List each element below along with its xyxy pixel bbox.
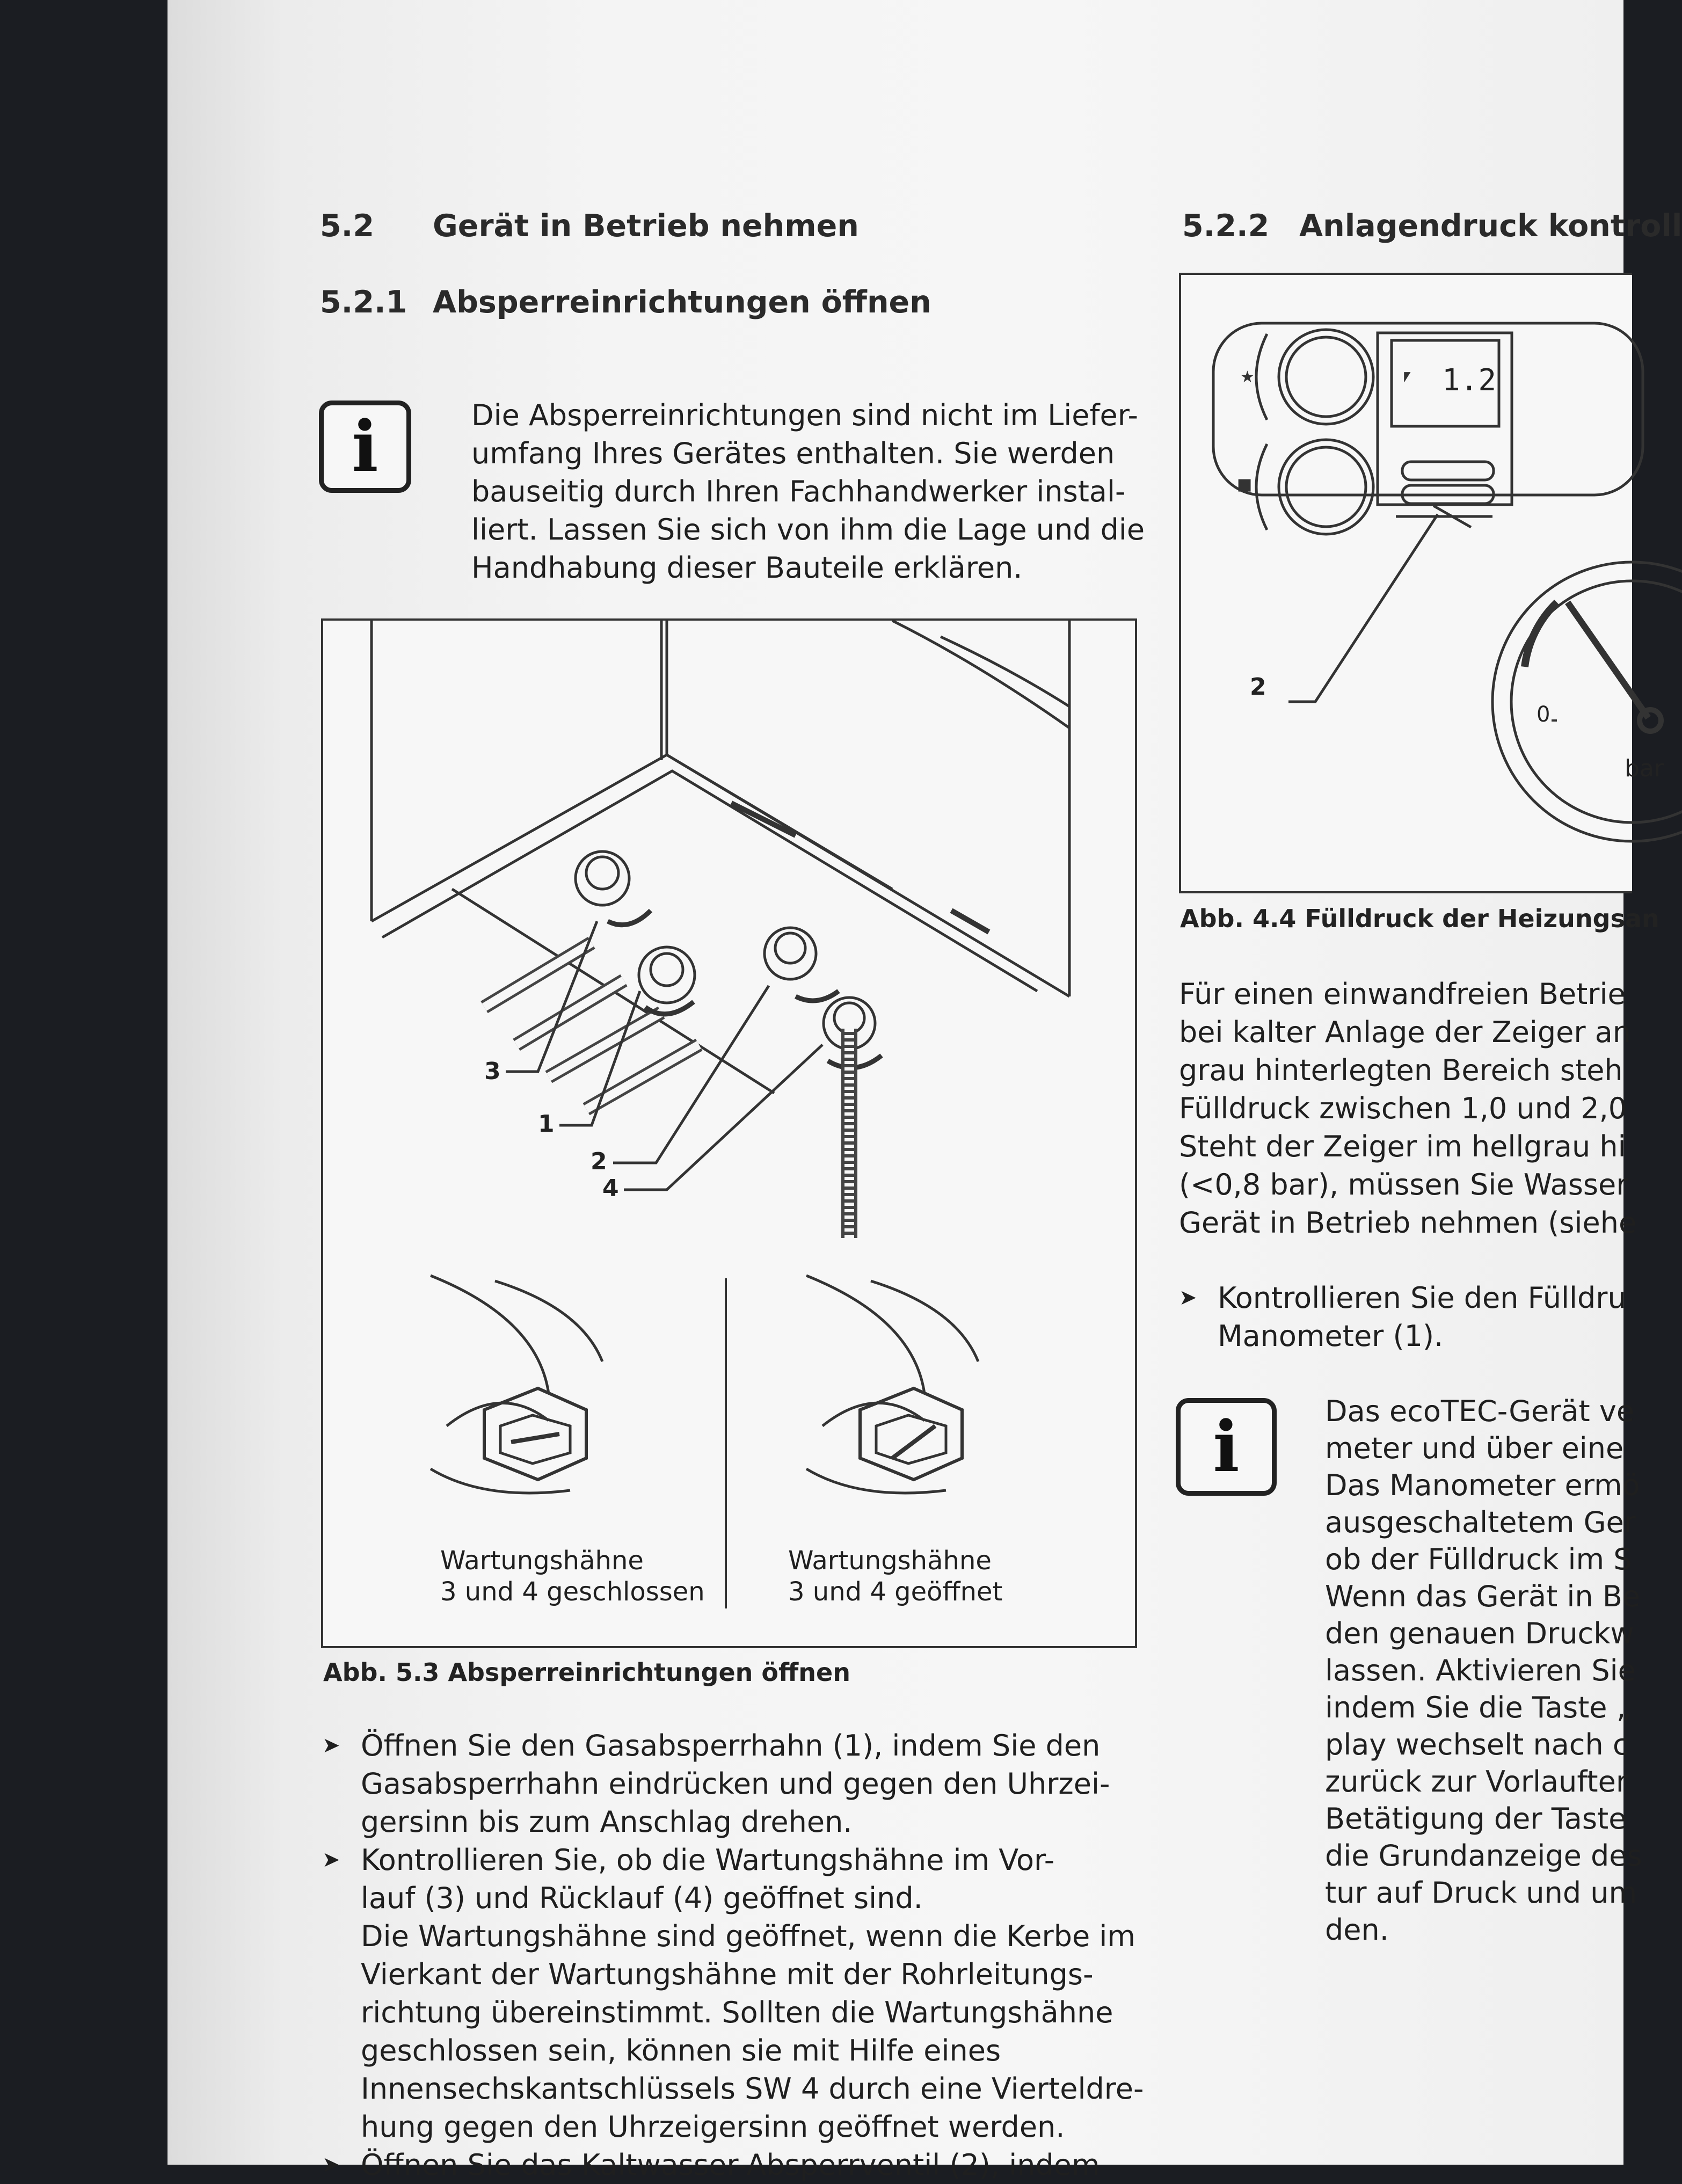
callout-2-right: 2 <box>1250 673 1266 701</box>
info-icon: i <box>1176 1398 1277 1496</box>
step-line: geschlossen sein, können sie mit Hilfe eines <box>361 2034 1001 2067</box>
bullet-arrow-icon: ➤ <box>1179 1285 1197 1310</box>
info-note-line: meter und über eine <box>1325 1431 1624 1465</box>
step-line: Vierkant der Wartungshähne mit der Rohrleitungs- <box>361 1957 1094 1991</box>
paragraph-line: Gerät in Betrieb nehmen (siehe <box>1179 1206 1637 1240</box>
figure-5-3 <box>321 618 1137 1648</box>
svg-text:■: ■ <box>1237 475 1253 494</box>
svg-text:⎖: ⎖ <box>1398 363 1415 388</box>
info-note-line: ausgeschaltetem Ger <box>1325 1505 1636 1539</box>
steps-list <box>322 1727 1267 2184</box>
step-line: Manometer (1). <box>1218 1319 1444 1353</box>
info-note-line: bauseitig durch Ihren Fachhandwerker instal- <box>471 475 1126 508</box>
paragraph-line: Für einen einwandfreien Betrie <box>1179 977 1626 1011</box>
callout-3: 3 <box>484 1058 501 1085</box>
info-note-line: ob der Fülldruck im S <box>1325 1542 1632 1576</box>
paragraph-line: Steht der Zeiger im hellgrau hi <box>1179 1130 1626 1163</box>
info-note-line: liert. Lassen Sie sich von ihm die Lage und die <box>471 513 1145 547</box>
bullet-arrow-icon: ➤ <box>322 1847 340 1872</box>
info-icon: i <box>319 401 411 493</box>
step-line: richtung übereinstimmt. Sollten die Wartungshähne <box>361 1996 1113 2029</box>
right-steps-list <box>1179 1279 1626 1355</box>
step-line: Die Wartungshähne sind geöffnet, wenn die Kerbe im <box>361 1919 1135 1953</box>
heading-title: Absperreinrichtungen öffnen <box>433 285 931 320</box>
gauge-unit: bar <box>1625 755 1664 782</box>
step-line: Innensechskantschlüssels SW 4 durch eine Vierteldre- <box>361 2072 1144 2106</box>
step-line: Öffnen Sie den Gasabsperrhahn (1), indem Sie den <box>361 1729 1101 1763</box>
info-note-line: den. <box>1325 1913 1389 1947</box>
step-item <box>322 2146 1267 2184</box>
heading-title: Anlagendruck kontroll <box>1299 208 1682 244</box>
callout-1: 1 <box>538 1110 555 1138</box>
heading-number: 5.2.2 <box>1182 208 1270 244</box>
step-line: Gasabsperrhahn eindrücken und gegen den Uhrzei- <box>361 1767 1110 1801</box>
figure-caption-4-4: Abb. 4.4 Fülldruck der Heizungsan <box>1180 904 1659 933</box>
info-note-line: indem Sie die Taste „ <box>1325 1691 1632 1724</box>
info-note-line: Die Absperreinrichtungen sind nicht im Liefer- <box>471 398 1138 432</box>
info-note-line: zurück zur Vorlaufter <box>1325 1765 1628 1799</box>
pressure-paragraph <box>1179 975 1637 1242</box>
manual-page <box>168 0 1682 2182</box>
info-note-line: die Grundanzeige des <box>1325 1839 1642 1873</box>
caption-line: Wartungshähne <box>440 1546 644 1576</box>
info-note-line: umfang Ihres Gerätes enthalten. Sie werden <box>471 436 1115 470</box>
info-note-line: Handhabung dieser Bauteile erklären. <box>471 551 1023 585</box>
info-note-line: tur auf Druck und um <box>1325 1876 1637 1910</box>
callout-2: 2 <box>591 1148 607 1175</box>
caption-line: Wartungshähne <box>788 1546 992 1576</box>
info-note-line: Betätigung der Taste <box>1325 1802 1627 1836</box>
step-item <box>322 1727 1267 1841</box>
step-item <box>322 1841 1267 2146</box>
caption-line: 3 und 4 geschlossen <box>440 1577 705 1607</box>
step-line: Kontrollieren Sie, ob die Wartungshähne im Vor- <box>361 1843 1055 1877</box>
display-value: 1.2 <box>1442 363 1497 398</box>
heading-5-2 <box>320 208 859 244</box>
info-note-line: Das Manometer ermö <box>1325 1468 1640 1502</box>
paragraph-line: Fülldruck zwischen 1,0 und 2,0 <box>1179 1091 1627 1125</box>
info-note-line: Wenn das Gerät in Be <box>1325 1579 1641 1613</box>
svg-text:★: ★ <box>1240 368 1255 387</box>
bullet-arrow-icon: ➤ <box>322 2152 340 2177</box>
heading-5-2-2 <box>1182 208 1682 244</box>
step-line: Kontrollieren Sie den Fülldru <box>1218 1281 1626 1315</box>
info-note-line: lassen. Aktivieren Sie <box>1325 1654 1636 1687</box>
open-valves-caption <box>788 1545 1002 1607</box>
info-note-line: den genauen Druckw <box>1325 1617 1634 1650</box>
figure-4-4 <box>1179 273 1664 893</box>
heading-title: Gerät in Betrieb nehmen <box>433 208 859 244</box>
bullet-arrow-icon: ➤ <box>322 1733 340 1758</box>
step-line: hung gegen den Uhrzeigersinn geöffnet werden. <box>361 2110 1065 2144</box>
paragraph-line: bei kalter Anlage der Zeiger an <box>1179 1015 1632 1049</box>
closed-valves-caption <box>440 1545 705 1607</box>
step-line: Öffnen Sie das Kaltwasser-Absperrventil (2), indem <box>361 2148 1100 2182</box>
step-line: lauf (3) und Rücklauf (4) geöffnet sind. <box>361 1881 923 1915</box>
heading-number: 5.2 <box>320 208 374 244</box>
heading-number: 5.2.1 <box>320 285 407 320</box>
figure-caption-5-3: Abb. 5.3 Absperreinrichtungen öffnen <box>323 1658 850 1687</box>
boiler-underside-illustration <box>323 621 1135 1646</box>
paragraph-line: grau hinterlegten Bereich steh <box>1179 1053 1623 1087</box>
info-note-line: Das ecoTEC-Gerät ve <box>1325 1394 1635 1428</box>
info-note-line: play wechselt nach c <box>1325 1728 1629 1761</box>
heading-5-2-1 <box>320 285 931 320</box>
control-panel-illustration <box>1181 275 1632 891</box>
gauge-zero-tick: 0 <box>1537 702 1550 727</box>
step-line: gersinn bis zum Anschlag drehen. <box>361 1805 853 1839</box>
caption-line: 3 und 4 geöffnet <box>788 1577 1003 1607</box>
paragraph-line: (<0,8 bar), müssen Sie Wasser <box>1179 1168 1628 1202</box>
step-item <box>1179 1279 1626 1355</box>
callout-4: 4 <box>602 1175 619 1202</box>
right-info-note <box>1325 1393 1642 1948</box>
